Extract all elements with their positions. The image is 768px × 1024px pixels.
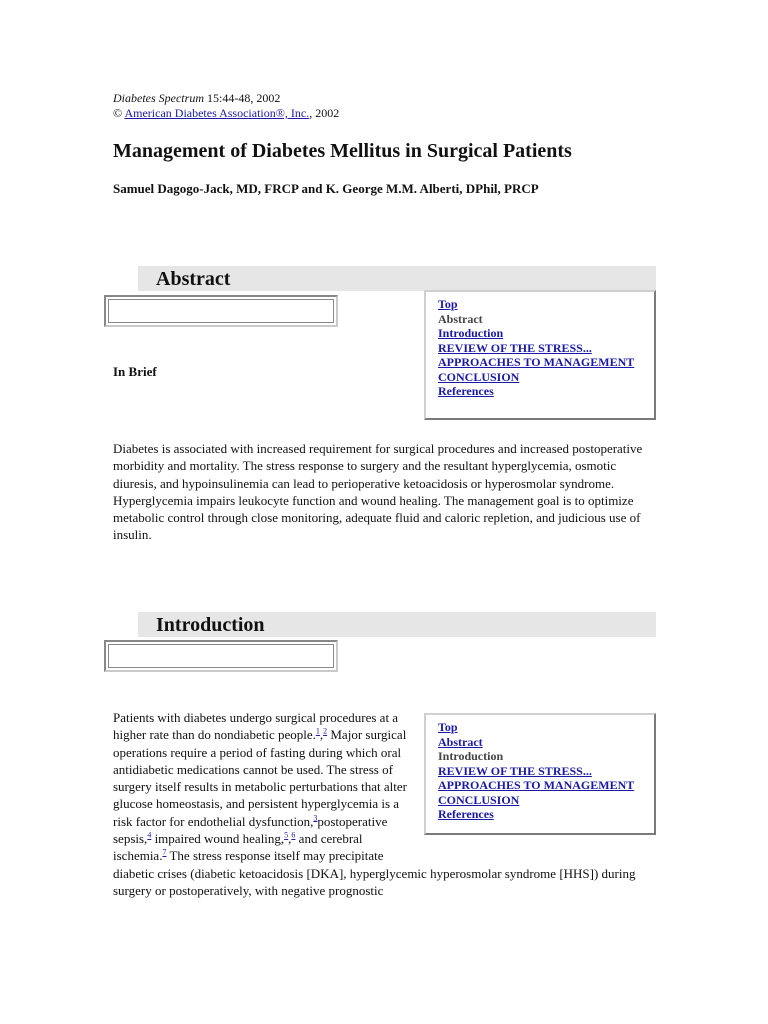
toc-link-top[interactable]: Top <box>438 297 458 311</box>
reference-link-6[interactable]: 6 <box>291 830 296 840</box>
toc-current-introduction: Introduction <box>438 749 504 763</box>
toc-link-approaches[interactable]: APPROACHES TO MANAGEMENT <box>438 355 635 369</box>
intro-text-1: Patients with diabetes undergo surgical procedures at a higher rate than do nondiabetic people. <box>113 710 399 743</box>
intro-text-4: impaired wound healing, <box>151 831 285 847</box>
publisher-link[interactable]: American Diabetes Association®, Inc. <box>124 106 310 120</box>
toc-current-abstract: Abstract <box>438 311 483 326</box>
reference-link-4[interactable]: 4 <box>147 830 152 840</box>
intro-text-3: postoperative sepsis, <box>113 813 388 847</box>
introduction-heading-bar <box>138 612 656 637</box>
toc-link-abstract[interactable]: Abstract <box>438 734 483 749</box>
toc-link-conclusion[interactable]: CONCLUSION <box>438 792 520 807</box>
intro-text-5: and cerebral ischemia. <box>113 831 363 864</box>
in-brief-label: In Brief <box>113 364 157 379</box>
reference-link-1[interactable]: 1 <box>315 726 320 736</box>
introduction-empty-box <box>104 640 338 672</box>
reference-link-5[interactable]: 5 <box>284 830 289 840</box>
reference-link-3[interactable]: 3 <box>313 813 318 823</box>
copyright-line <box>113 105 339 121</box>
journal-name: Diabetes Spectrum <box>113 91 204 105</box>
abstract-toc-box <box>424 290 656 420</box>
copyright-symbol: © <box>113 106 123 120</box>
toc-link-references[interactable]: References <box>438 384 494 398</box>
toc-link-introduction[interactable]: Introduction <box>438 326 504 340</box>
toc-link-review-stress[interactable]: REVIEW OF THE STRESS... <box>438 763 592 778</box>
introduction-heading: Introduction <box>156 614 265 636</box>
toc-link-references[interactable]: References <box>438 807 494 821</box>
journal-volume-pages: 15:44-48, 2002 <box>203 91 281 105</box>
article-authors: Samuel Dagogo-Jack, MD, FRCP and K. George M.M. Alberti, DPhil, PRCP <box>113 181 539 196</box>
intro-text-6: The stress response itself may precipitate diabetic crises (diabetic ketoacidosis [DKA], hyperglycemic hyperosmolar syndrome [HHS]) during surgery or postoperatively, with negative prognostic <box>113 848 636 898</box>
abstract-empty-box <box>104 295 338 327</box>
introduction-body: Patients with diabetes undergo surgical procedures at a higher rate than do nondiabetic people.$^1$,$^2$ Major surgical operations require a period of fasting during which oral antidiabetic medications cannot be used. The stress of surgery itself results in metabolic perturbations that alter glucose homeostasis, and persistent hyperglycemia is a risk factor for endothelial dysfunction,$^3$postoperative sepsis,$^4$ impaired wound healing,$^5$,$^6$ and cerebral ischemia.$^7$ The stress response itself may precipitate diabetic crises (diabetic ketoacidosis [DKA], hyperglycemic hyperosmolar syndrome [HHS]) during surgery or postoperatively, with negative prognostic <box>113 709 653 899</box>
reference-link-7[interactable]: 7 <box>162 848 167 858</box>
toc-link-conclusion[interactable]: CONCLUSION <box>438 369 520 384</box>
toc-float-spacer <box>418 709 653 849</box>
toc-link-top[interactable]: Top <box>438 720 458 734</box>
intro-text-2: Major surgical operations require a period of fasting during which oral antidiabetic medications cannot be used. The stress of surgery itself results in metabolic perturbations that alter glucose homeostasis, and persistent hyperglycemia is a risk factor for endothelial dysfunction, <box>113 727 407 829</box>
abstract-heading-bar <box>138 266 656 291</box>
article-title: Management of Diabetes Mellitus in Surgical Patients <box>113 140 572 162</box>
reference-link-2[interactable]: 2 <box>323 726 328 736</box>
abstract-heading: Abstract <box>156 268 231 290</box>
journal-citation <box>113 90 280 106</box>
copyright-year: , 2002 <box>309 106 340 120</box>
toc-link-review-stress[interactable]: REVIEW OF THE STRESS... <box>438 340 592 355</box>
toc-link-approaches[interactable]: APPROACHES TO MANAGEMENT <box>438 778 635 792</box>
abstract-body: Diabetes is associated with increased requirement for surgical procedures and increased postoperative morbidity and mortality. The stress response to surgery and the resultant hyperglycemia, osmotic diuresis, and hypoinsulinemia can lead to perioperative ketoacidosis or hyperosmolar syndrome. Hyperglycemia impairs leukocyte function and wound healing. The management goal is to optimize metabolic control through close monitoring, adequate fluid and caloric repletion, and judicious use of insulin. <box>113 441 643 543</box>
